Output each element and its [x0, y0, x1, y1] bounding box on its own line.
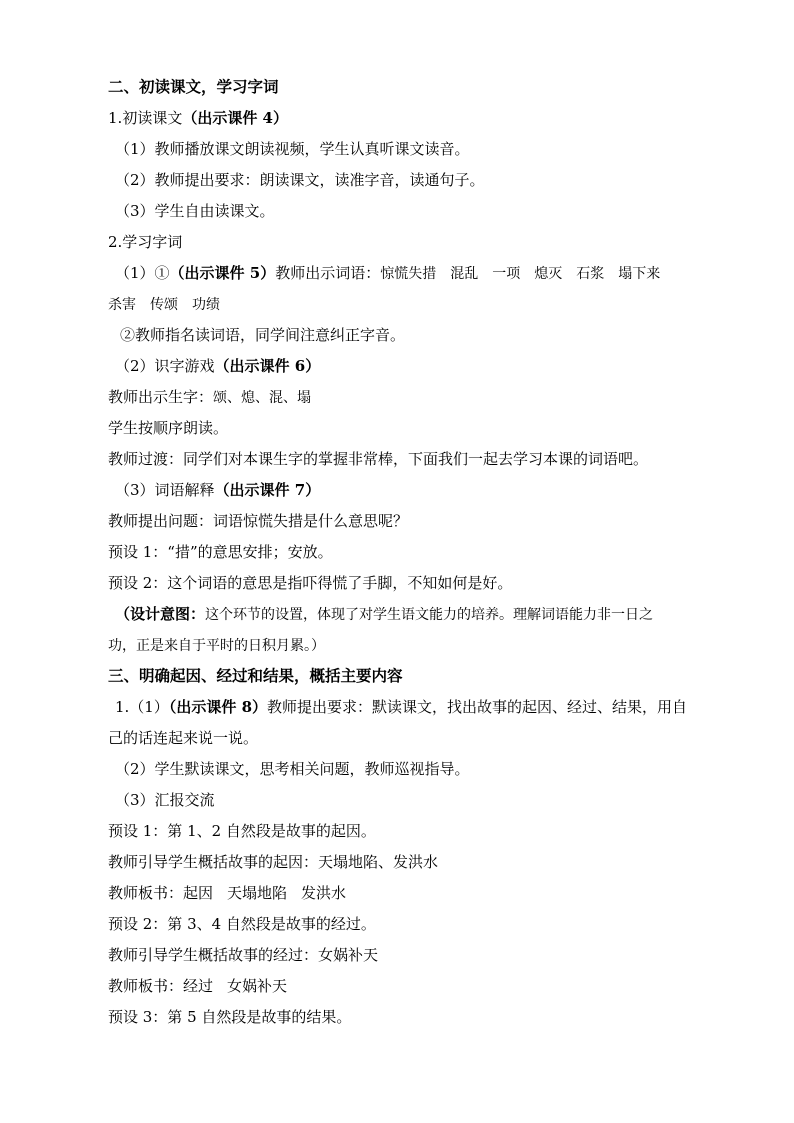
vocab-word: 杀害 — [108, 297, 136, 313]
courseware-note: （出示课件 5） — [169, 264, 276, 282]
paragraph-text: 己的话连起来说一说。 — [108, 729, 259, 747]
paragraph — [108, 913, 728, 935]
item-number: 1. — [108, 109, 123, 127]
item-prefix: （2）识字游戏 — [115, 357, 215, 375]
paragraph-text: 教师引导学生概括故事的起因：天塌地陷、发洪水 — [108, 853, 439, 871]
paragraph — [108, 851, 728, 873]
item-title: 初读课文 — [122, 109, 183, 127]
paragraph — [108, 386, 728, 408]
paragraph — [108, 417, 728, 439]
paragraph-text: （1）教师播放课文朗读视频，学生认真听课文读音。 — [115, 140, 470, 158]
item-title: 2.学习字词 — [108, 233, 183, 251]
paragraph-text: 学生按顺序朗读。 — [108, 419, 229, 437]
vocab-word: 塌下来 — [618, 266, 661, 282]
paragraph-text: ②教师指名读词语，同学间注意纠正字音。 — [120, 326, 406, 344]
item-1-title — [108, 107, 728, 129]
board-label: 教师板书：经过 — [108, 977, 214, 995]
vocab-word: 传颂 — [150, 297, 178, 313]
courseware-note: （出示课件 4） — [182, 109, 288, 127]
paragraph-text: 教师过渡：同学们对本课生字的掌握非常棒，下面我们一起去学习本课的词语吧。 — [108, 450, 649, 468]
paragraph-text: 预设 3：第 5 自然段是故事的结果。 — [108, 1008, 352, 1026]
item-prefix: 1.（1） — [115, 698, 169, 716]
paragraph — [115, 758, 735, 780]
paragraph — [108, 510, 728, 532]
paragraph-text: 预设 2：第 3、4 自然段是故事的经过。 — [108, 915, 376, 933]
paragraph — [108, 820, 728, 842]
vocab-word: 混乱 — [450, 266, 479, 282]
paragraph — [115, 138, 735, 160]
paragraph — [115, 479, 735, 501]
heading-text: 二、初读课文，学习字词 — [108, 77, 279, 96]
courseware-note: （出示课件 8） — [168, 698, 268, 716]
paragraph-text: 教师出示词语： — [275, 264, 381, 282]
paragraph — [108, 541, 728, 563]
design-intent — [115, 603, 735, 625]
item-prefix: （3）词语解释 — [115, 481, 215, 499]
paragraph-text: 预设 1：第 1、2 自然段是故事的起因。 — [108, 822, 376, 840]
paragraph-text: 教师引导学生概括故事的经过：女娲补天 — [108, 946, 379, 964]
paragraph-cont — [108, 727, 728, 749]
board-item: 天塌地陷 — [227, 884, 288, 902]
vocab-word: 熄灭 — [534, 266, 563, 282]
item-prefix: （1）① — [115, 264, 170, 282]
paragraph — [115, 355, 735, 377]
design-intent-label: （设计意图： — [115, 605, 206, 623]
paragraph-text: 教师提出问题：词语惊慌失措是什么意思呢？ — [108, 512, 409, 530]
vocab-word: 功绩 — [192, 297, 220, 313]
courseware-note: （出示课件 6） — [214, 357, 321, 375]
section-heading-3 — [108, 665, 728, 687]
paragraph-text: 预设 1：“措”的意思安排；安放。 — [108, 543, 333, 561]
paragraph — [108, 1006, 728, 1028]
paragraph-text: （2）学生默读课文，思考相关问题，教师巡视指导。 — [115, 760, 470, 778]
paragraph — [115, 169, 735, 191]
courseware-note: （出示课件 7） — [214, 481, 321, 499]
vocab-line-1 — [115, 262, 735, 284]
paragraph — [108, 944, 728, 966]
board-item: 发洪水 — [301, 884, 347, 902]
design-intent-text: 功，正是来自于平时的日积月累。） — [108, 638, 325, 654]
board-writing — [108, 975, 728, 997]
paragraph-text: （3）学生自由读课文。 — [115, 202, 275, 220]
paragraph-text: （2）教师提出要求：朗读课文，读准字音，读通句子。 — [115, 171, 485, 189]
vocab-word: 石浆 — [576, 266, 605, 282]
board-writing — [108, 882, 728, 904]
paragraph — [115, 696, 735, 718]
board-label: 教师板书：起因 — [108, 884, 214, 902]
paragraph-text: （3）汇报交流 — [115, 791, 215, 809]
paragraph-text: 预设 2：这个词语的意思是指吓得慌了手脚，不知如何是好。 — [108, 574, 513, 592]
paragraph — [108, 448, 728, 470]
paragraph-text: 教师提出要求：默读课文，找出故事的起因、经过、结果，用自 — [267, 698, 688, 716]
paragraph — [108, 572, 728, 594]
vocab-word: 一项 — [492, 266, 521, 282]
paragraph — [115, 789, 735, 811]
board-item: 女娲补天 — [227, 977, 288, 995]
paragraph-text: 教师出示生字： — [108, 388, 214, 406]
vocab-word: 惊慌失措 — [380, 266, 437, 282]
design-intent-text: 这个环节的设置，体现了对学生语文能力的培养。理解词语能力非一日之 — [205, 607, 654, 623]
vocab-line-2 — [108, 293, 728, 315]
design-intent-cont — [108, 634, 728, 656]
item-2-title — [108, 231, 728, 253]
paragraph — [115, 200, 735, 222]
new-characters: 颂、熄、混、塌 — [213, 390, 312, 406]
paragraph — [120, 324, 740, 346]
section-heading-2 — [108, 76, 728, 98]
heading-text: 三、明确起因、经过和结果，概括主要内容 — [108, 666, 403, 685]
